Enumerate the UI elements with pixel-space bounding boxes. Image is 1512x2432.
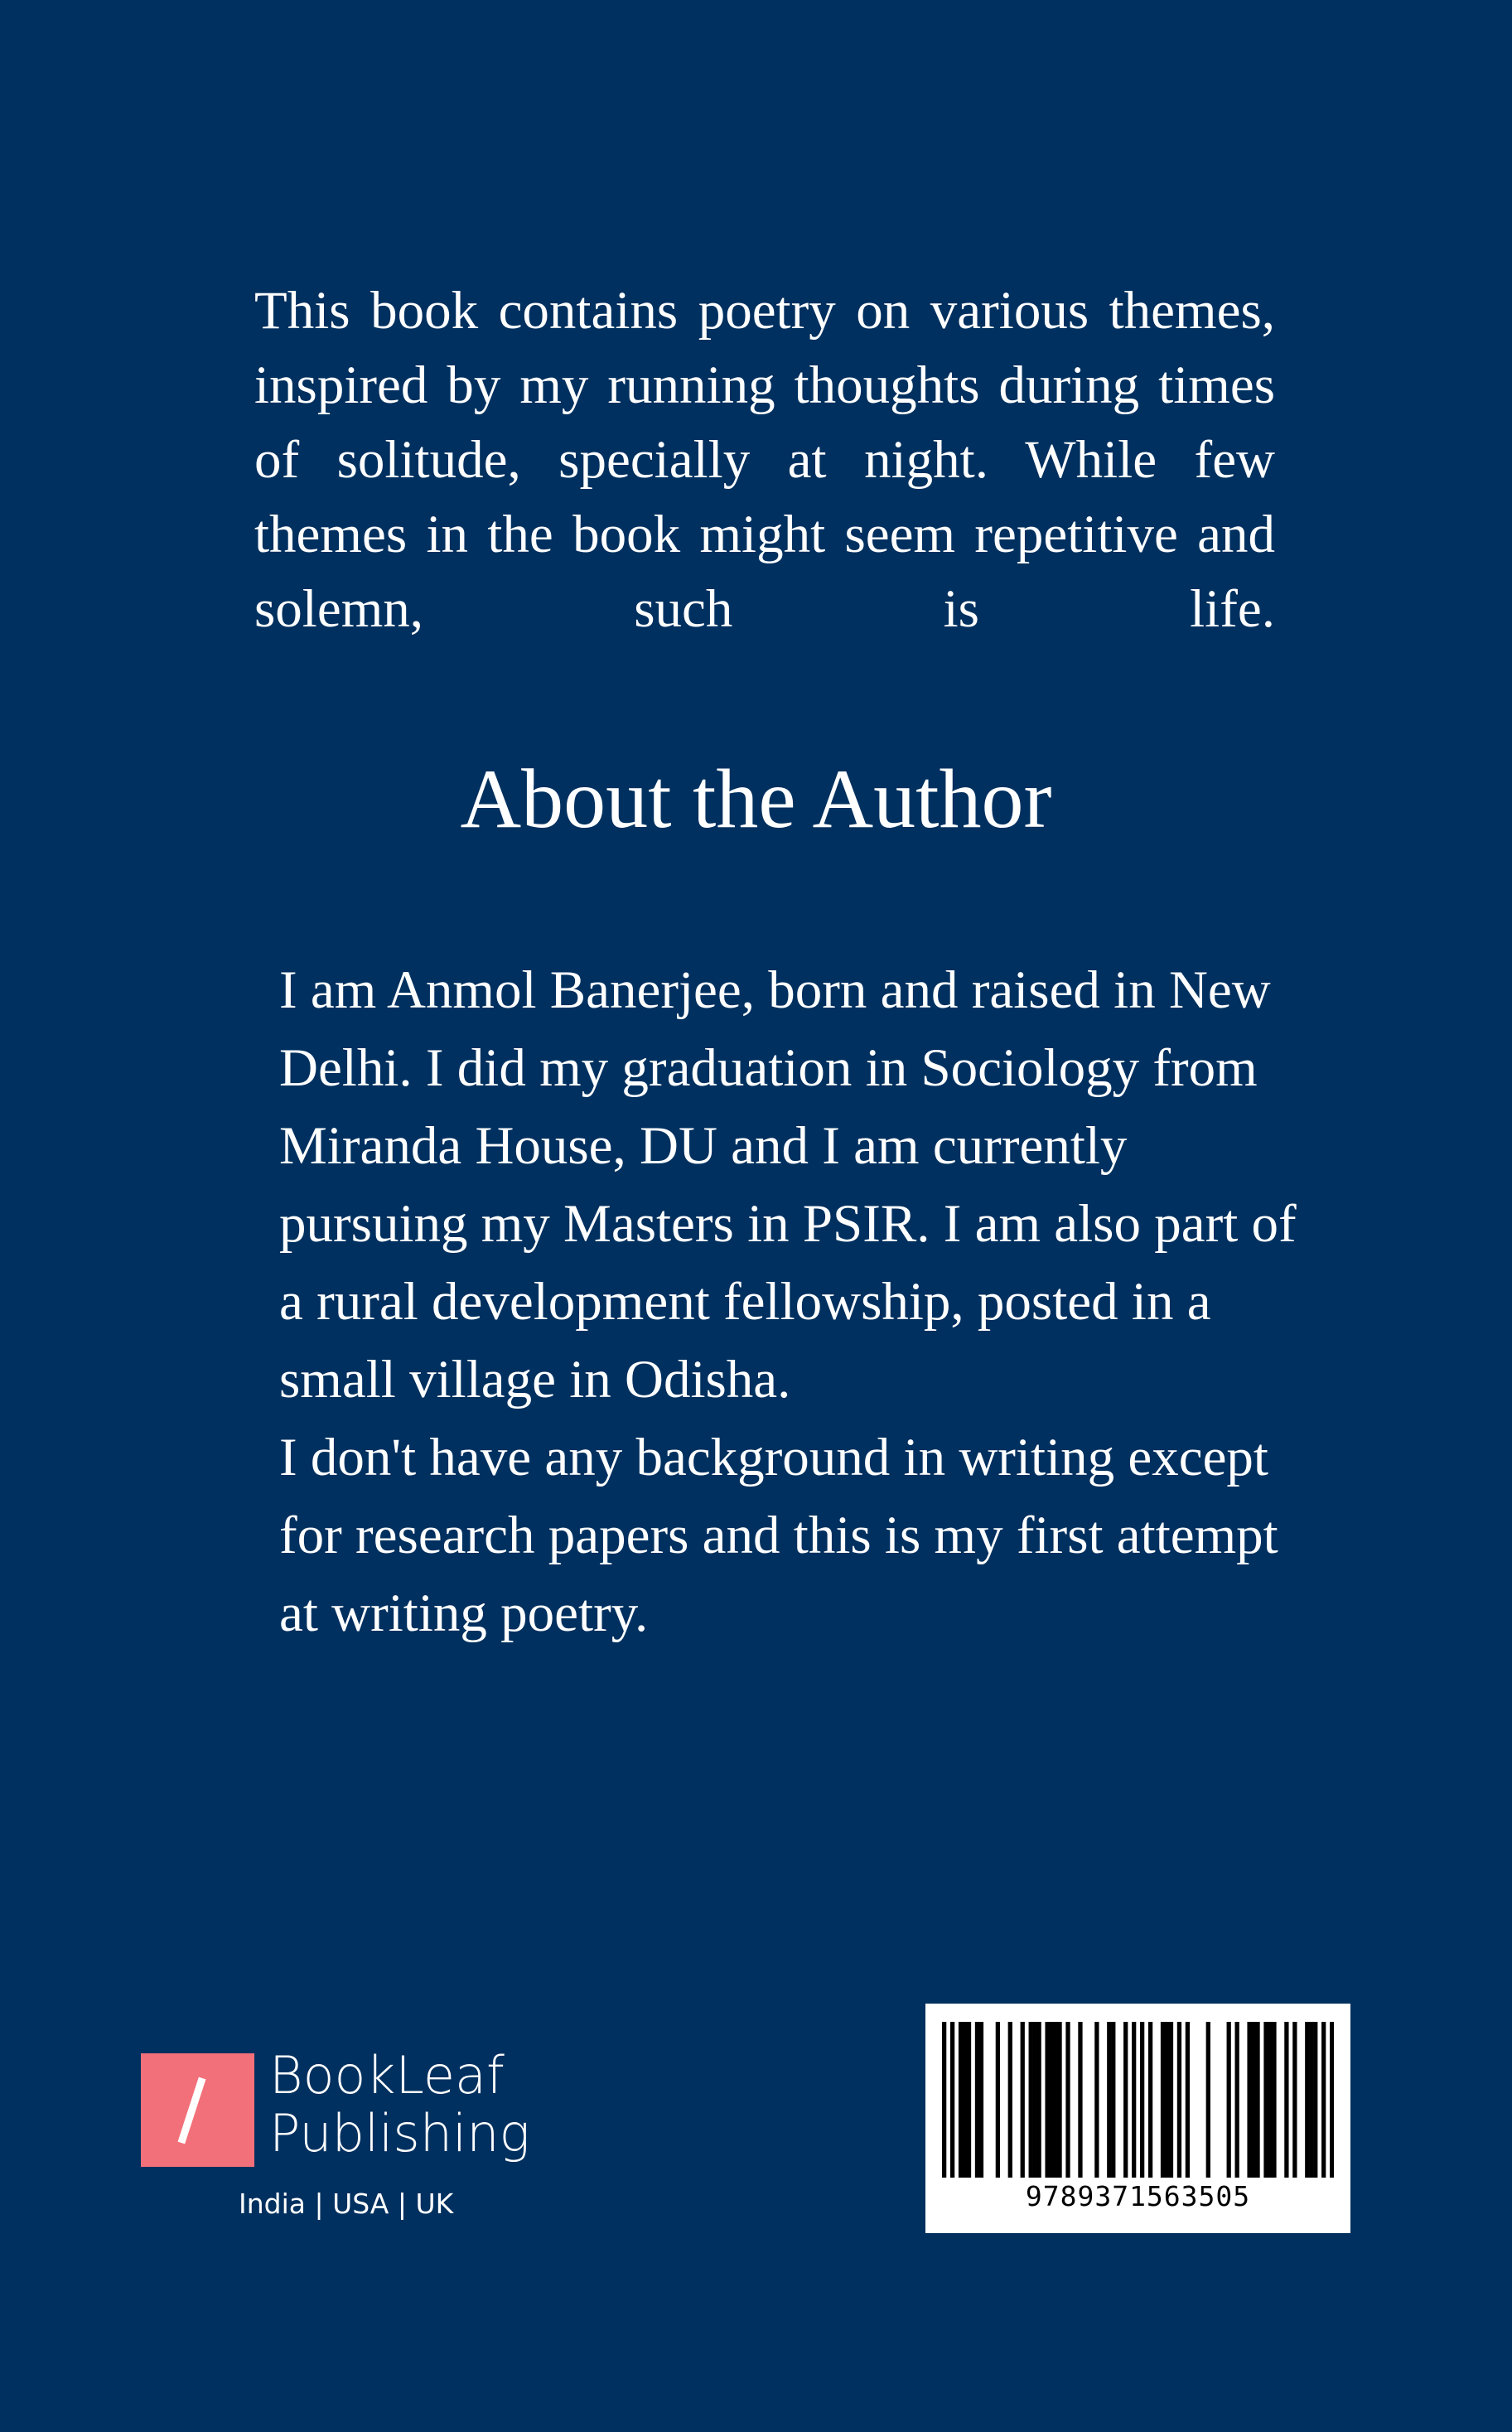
barcode-bar	[1049, 2022, 1053, 2178]
barcode-bar	[942, 2022, 946, 2178]
barcode-bar	[1177, 2022, 1181, 2178]
book-blurb: This book contains poetry on various themes, inspired by my running thoughts during times of solitude, specially at night. While few themes in the book might seem repetitive and solemn, such is life.	[254, 281, 1275, 639]
isbn-number: 9789371563505	[1025, 2180, 1251, 2212]
barcode-bar	[1140, 2022, 1144, 2178]
barcode-bar	[1309, 2022, 1313, 2178]
barcode-bar	[1247, 2022, 1251, 2178]
barcode-bar	[1094, 2022, 1099, 2178]
barcode-bar	[1045, 2022, 1049, 2178]
publisher-regions: India | USA | UK	[239, 2188, 454, 2220]
barcode-bar	[1029, 2022, 1033, 2178]
barcode-bar	[1227, 2022, 1231, 2178]
barcode-bar	[959, 2022, 963, 2178]
barcode-bar	[1033, 2022, 1037, 2178]
barcode-bar	[979, 2022, 983, 2178]
barcode-bar	[1268, 2022, 1272, 2178]
barcode-bar	[1021, 2022, 1025, 2178]
barcode-bar	[963, 2022, 967, 2178]
barcode-bar	[1165, 2022, 1169, 2178]
barcode-bar	[1272, 2022, 1276, 2178]
barcode-bar	[1161, 2022, 1165, 2178]
barcode-bar	[1057, 2022, 1061, 2178]
barcode-bar	[975, 2022, 979, 2178]
barcode-bar	[1284, 2022, 1288, 2178]
author-bio	[279, 951, 1298, 1652]
barcode-bar	[996, 2022, 1000, 2178]
publisher-name-line1: BookLeaf	[269, 2045, 505, 2106]
barcode-bar	[1186, 2022, 1190, 2178]
barcode-bar	[1255, 2022, 1259, 2178]
barcode-bar	[1008, 2022, 1012, 2178]
barcode-bar	[1235, 2022, 1239, 2178]
bio-paragraph: I am Anmol Banerjee, born and raised in New Delhi. I did my graduation in Sociology from Miranda House, DU and I am currently pursuing my Masters in PSIR. I am also part of a rural development fellowship, posted in a small village in Odisha.	[279, 960, 1297, 1409]
publisher-logo-block	[141, 2045, 572, 2236]
barcode-bar	[1292, 2022, 1297, 2178]
publisher-name-line2: Publishing	[269, 2103, 530, 2164]
barcode-bar	[1321, 2022, 1326, 2178]
barcode-bar	[1148, 2022, 1152, 2178]
barcode-bar	[1107, 2022, 1111, 2178]
barcode-bar	[1206, 2022, 1210, 2178]
slash-logo-icon	[141, 2053, 254, 2167]
barcode-bar	[1053, 2022, 1057, 2178]
bio-paragraph: I don't have any background in writing except for research papers and this is my first attempt at writing poetry.	[279, 1428, 1278, 1643]
barcode-bar	[1132, 2022, 1136, 2178]
barcode-bar	[1078, 2022, 1082, 2178]
barcode-bar	[1065, 2022, 1070, 2178]
barcode-bar	[1313, 2022, 1317, 2178]
barcode-bar	[1123, 2022, 1128, 2178]
barcode-bar	[967, 2022, 971, 2178]
about-author-heading: About the Author	[460, 752, 1052, 846]
barcode-bar	[1330, 2022, 1334, 2178]
barcode-bar	[1111, 2022, 1115, 2178]
barcode-bar	[1037, 2022, 1041, 2178]
barcode-bar	[1305, 2022, 1309, 2178]
barcode-icon	[942, 2022, 1334, 2178]
barcode-bar	[1169, 2022, 1173, 2178]
barcode-bar	[950, 2022, 954, 2178]
barcode-bar	[1251, 2022, 1255, 2178]
isbn-barcode	[925, 2004, 1350, 2233]
barcode-bar	[1263, 2022, 1268, 2178]
